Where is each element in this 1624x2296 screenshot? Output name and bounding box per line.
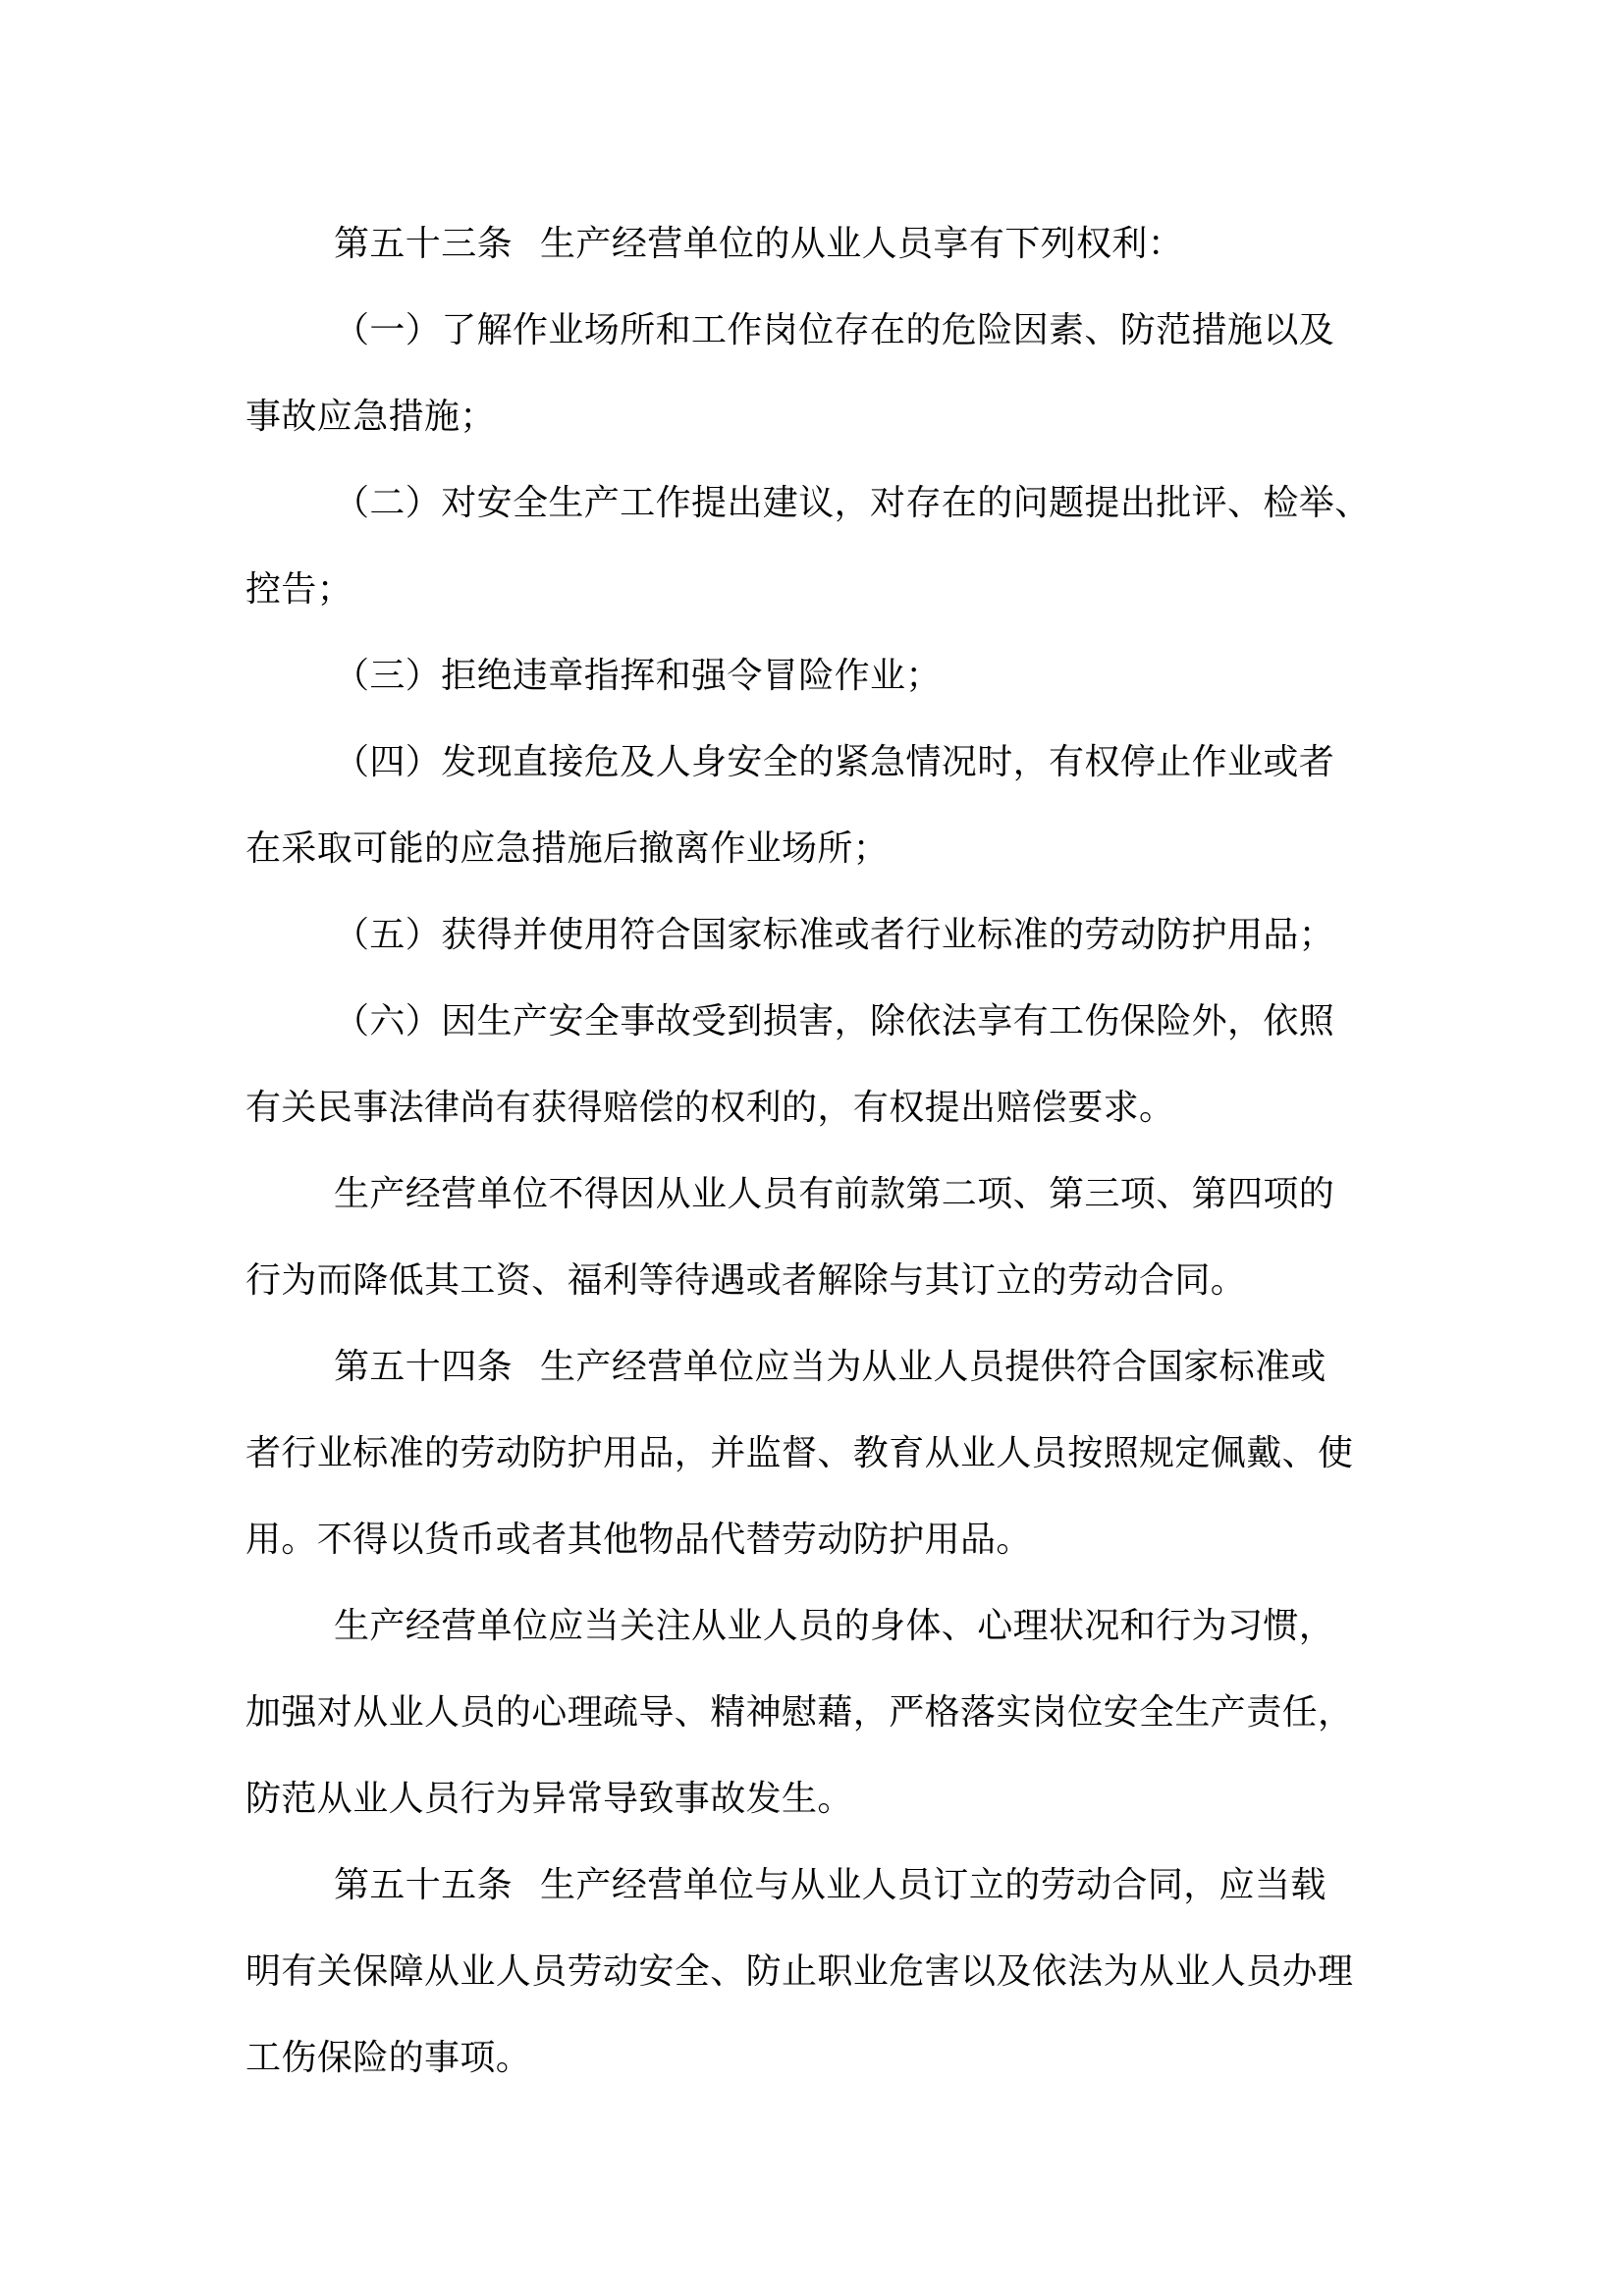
text-line-15 [245, 1411, 1386, 1497]
line-text: 生产经营单位应当关注从业人员的身体、心理状况和行为习惯， [334, 1606, 1335, 1646]
text-line-5 [245, 547, 1386, 633]
line-text: 在采取可能的应急措施后撤离作业场所； [245, 828, 890, 869]
text-line-22 [245, 2015, 1386, 2102]
document-body [245, 201, 1386, 2102]
text-line-17 [245, 1583, 1386, 1670]
article-number: 第五十三条 [334, 224, 514, 264]
text-line-8 [245, 806, 1386, 892]
line-text: 生产经营单位不得因从业人员有前款第二项、第三项、第四项的 [334, 1174, 1335, 1214]
line-text: 生产经营单位的从业人员享有下列权利： [540, 224, 1184, 264]
text-line-4 [245, 460, 1386, 547]
text-line-14 [245, 1324, 1386, 1411]
line-text: 事故应急措施； [245, 397, 496, 437]
line-text: （四）发现直接危及人身安全的紧急情况时，有权停止作业或者 [334, 742, 1335, 782]
line-text: 工伤保险的事项。 [245, 2038, 532, 2078]
line-text: （二）对安全生产工作提出建议，对存在的问题提出批评、检举、 [334, 483, 1371, 523]
line-text: 用。不得以货币或者其他物品代替劳动防护用品。 [245, 1520, 1032, 1560]
text-line-19 [245, 1756, 1386, 1842]
line-text: （三）拒绝违章指挥和强令冒险作业； [334, 656, 942, 696]
text-line-3 [245, 374, 1386, 460]
text-line-18 [245, 1670, 1386, 1756]
text-line-11 [245, 1065, 1386, 1151]
line-text: 明有关保障从业人员劳动安全、防止职业危害以及依法为从业人员办理 [245, 1951, 1354, 1992]
text-line-20 [245, 1842, 1386, 1929]
line-text: 行为而降低其工资、福利等待遇或者解除与其订立的劳动合同。 [245, 1260, 1247, 1301]
text-line-7 [245, 720, 1386, 806]
text-line-16 [245, 1497, 1386, 1583]
line-text: （一）了解作业场所和工作岗位存在的危险因素、防范措施以及 [334, 310, 1335, 350]
text-line-10 [245, 979, 1386, 1065]
line-text: 防范从业人员行为异常导致事故发生。 [245, 1779, 853, 1819]
text-line-9 [245, 892, 1386, 979]
article-number: 第五十四条 [334, 1347, 514, 1387]
line-text: （五）获得并使用符合国家标准或者行业标准的劳动防护用品； [334, 915, 1335, 955]
line-text: 生产经营单位与从业人员订立的劳动合同，应当载 [540, 1865, 1326, 1905]
text-line-2 [245, 288, 1386, 374]
text-line-13 [245, 1238, 1386, 1324]
text-line-6 [245, 633, 1386, 720]
line-text: 者行业标准的劳动防护用品，并监督、教育从业人员按照规定佩戴、使 [245, 1433, 1354, 1473]
text-line-12 [245, 1151, 1386, 1238]
text-line-1 [245, 201, 1386, 288]
text-line-21 [245, 1929, 1386, 2015]
line-text: （六）因生产安全事故受到损害，除依法享有工伤保险外，依照 [334, 1001, 1335, 1041]
line-text: 加强对从业人员的心理疏导、精神慰藉，严格落实岗位安全生产责任， [245, 1692, 1354, 1733]
line-text: 生产经营单位应当为从业人员提供符合国家标准或 [540, 1347, 1326, 1387]
line-text: 有关民事法律尚有获得赔偿的权利的，有权提出赔偿要求。 [245, 1088, 1175, 1128]
article-number: 第五十五条 [334, 1865, 514, 1905]
line-text: 控告； [245, 569, 353, 610]
